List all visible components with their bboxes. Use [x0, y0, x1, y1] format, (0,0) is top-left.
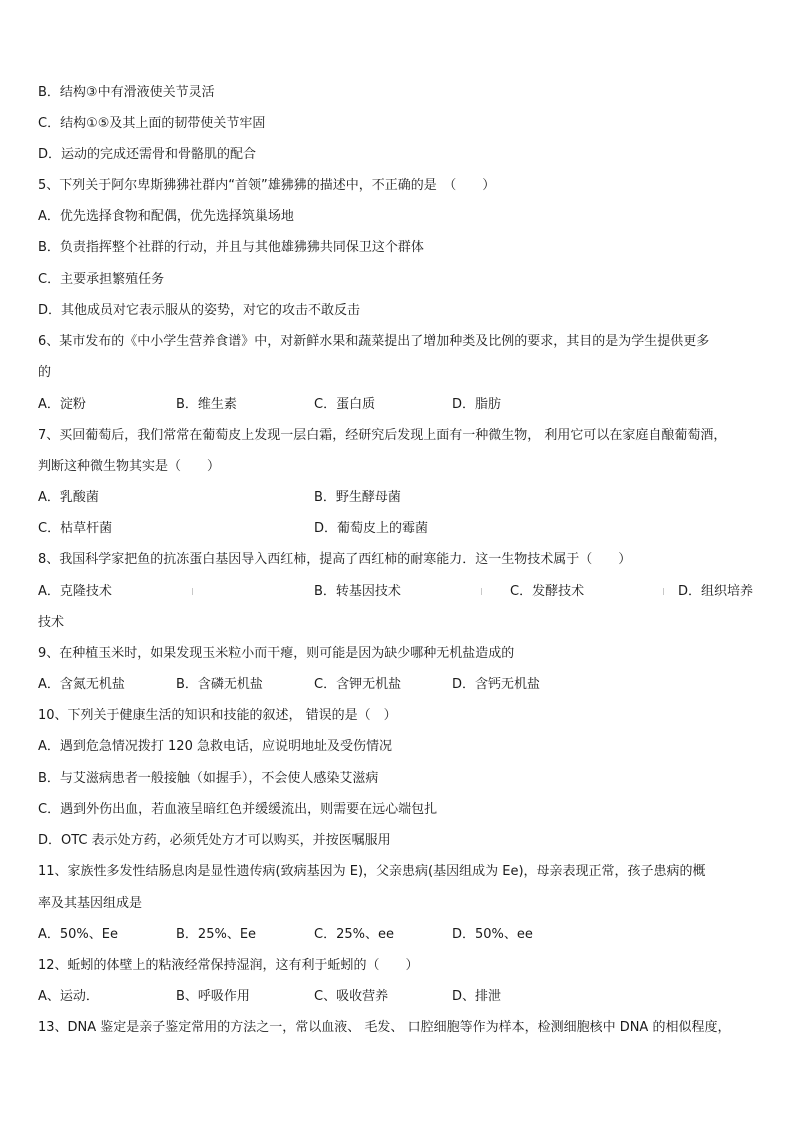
q12-option-d: D、排泄 — [452, 989, 502, 1004]
q12-option-a: A、运动． — [38, 989, 99, 1004]
q4-option-d: D．运动的完成还需骨和骨骼肌的配合 — [38, 147, 257, 162]
q10-option-c: C．遇到外伤出血，若血液呈暗红色并缓缓流出，则需要在远心端包扎 — [38, 802, 438, 817]
q6-option-d: D．脂肪 — [452, 397, 502, 412]
q5-option-a: A．优先选择食物和配偶，优先选择筑巢场地 — [38, 209, 294, 224]
q8-option-d: D．组织培养 — [678, 584, 754, 599]
q11-option-c: C．25%、ee — [314, 927, 394, 942]
q7-option-c: C．枯草杆菌 — [38, 521, 113, 536]
q6-option-a: A．淀粉 — [38, 397, 86, 412]
q11-option-a: A．50%、Ee — [38, 927, 118, 942]
q12-option-b: B、呼吸作用 — [176, 989, 250, 1004]
q6-stem-line2: 的 — [38, 365, 52, 380]
q6-stem-line1: 6、某市发布的《中小学生营养食谱》中，对新鲜水果和蔬菜提出了增加种类及比例的要求，其目的是为学生提供更多 — [38, 334, 710, 349]
q9-option-d: D．含钙无机盐 — [452, 677, 541, 692]
q9-option-b: B．含磷无机盐 — [176, 677, 263, 692]
q11-stem-line1: 11、家族性多发性结肠息肉是显性遗传病(致病基因为 E)，父亲患病(基因组成为 Ee)，母亲表现正常，孩子患病的概 — [38, 864, 706, 879]
q6-option-b: B．维生素 — [176, 397, 237, 412]
q10-option-b: B．与艾滋病患者一般接触（如握手），不会使人感染艾滋病 — [38, 771, 379, 786]
separator-mark — [663, 588, 664, 595]
q13-stem: 13、DNA 鉴定是亲子鉴定常用的方法之一，常以血液、 毛发、 口腔细胞等作为样本，检测细胞核中 DNA 的相似程度， — [38, 1020, 731, 1035]
q10-stem: 10、下列关于健康生活的知识和技能的叙述， 错误的是（ ） — [38, 708, 397, 723]
separator-mark — [192, 588, 193, 595]
q8-option-b: B．转基因技术 — [314, 584, 401, 599]
q7-option-d: D．葡萄皮上的霉菌 — [314, 521, 429, 536]
q4-option-c: C．结构①⑤及其上面的韧带使关节牢固 — [38, 116, 266, 131]
q9-option-a: A．含氮无机盐 — [38, 677, 125, 692]
q10-option-a: A．遇到危急情况拨打 120 急救电话，应说明地址及受伤情况 — [38, 739, 392, 754]
q5-option-d: D．其他成员对它表示服从的姿势，对它的攻击不敢反击 — [38, 303, 361, 318]
q10-option-d: D．OTC 表示处方药，必须凭处方才可以购买，并按医嘱服用 — [38, 833, 391, 848]
q8-stem: 8、我国科学家把鱼的抗冻蛋白基因导入西红柿，提高了西红柿的耐寒能力．这一生物技术属于（ ） — [38, 552, 632, 567]
q7-stem-line2: 判断这种微生物其实是（ ） — [38, 459, 221, 474]
q9-stem: 9、在种植玉米时，如果发现玉米粒小而干瘪，则可能是因为缺少哪种无机盐造成的 — [38, 646, 515, 661]
q6-option-c: C．蛋白质 — [314, 397, 376, 412]
q8-option-c: C．发酵技术 — [510, 584, 585, 599]
q11-option-d: D．50%、ee — [452, 927, 533, 942]
q12-option-c: C、吸收营养 — [314, 989, 389, 1004]
q9-option-c: C．含钾无机盐 — [314, 677, 402, 692]
q5-stem: 5、下列关于阿尔卑斯狒狒社群内“首领”雄狒狒的描述中，不正确的是 （ ） — [38, 178, 496, 193]
q4-option-b: B．结构③中有滑液使关节灵活 — [38, 85, 215, 100]
q7-stem-line1: 7、买回葡萄后，我们常常在葡萄皮上发现一层白霜，经研究后发现上面有一种微生物， 利用它可以在家庭自酿葡萄酒， — [38, 428, 727, 443]
q11-stem-line2: 率及其基因组成是 — [38, 896, 143, 911]
q11-option-b: B．25%、Ee — [176, 927, 257, 942]
separator-mark — [481, 588, 482, 595]
q5-option-c: C．主要承担繁殖任务 — [38, 272, 165, 287]
q7-option-b: B．野生酵母菌 — [314, 490, 401, 505]
q5-option-b: B．负责指挥整个社群的行动，并且与其他雄狒狒共同保卫这个群体 — [38, 240, 424, 255]
q7-option-a: A．乳酸菌 — [38, 490, 99, 505]
q12-stem: 12、蚯蚓的体壁上的粘液经常保持湿润，这有利于蚯蚓的（ ） — [38, 958, 419, 973]
q8-option-a: A．克隆技术 — [38, 584, 112, 599]
q8-option-d-wrap: 技术 — [38, 615, 65, 630]
